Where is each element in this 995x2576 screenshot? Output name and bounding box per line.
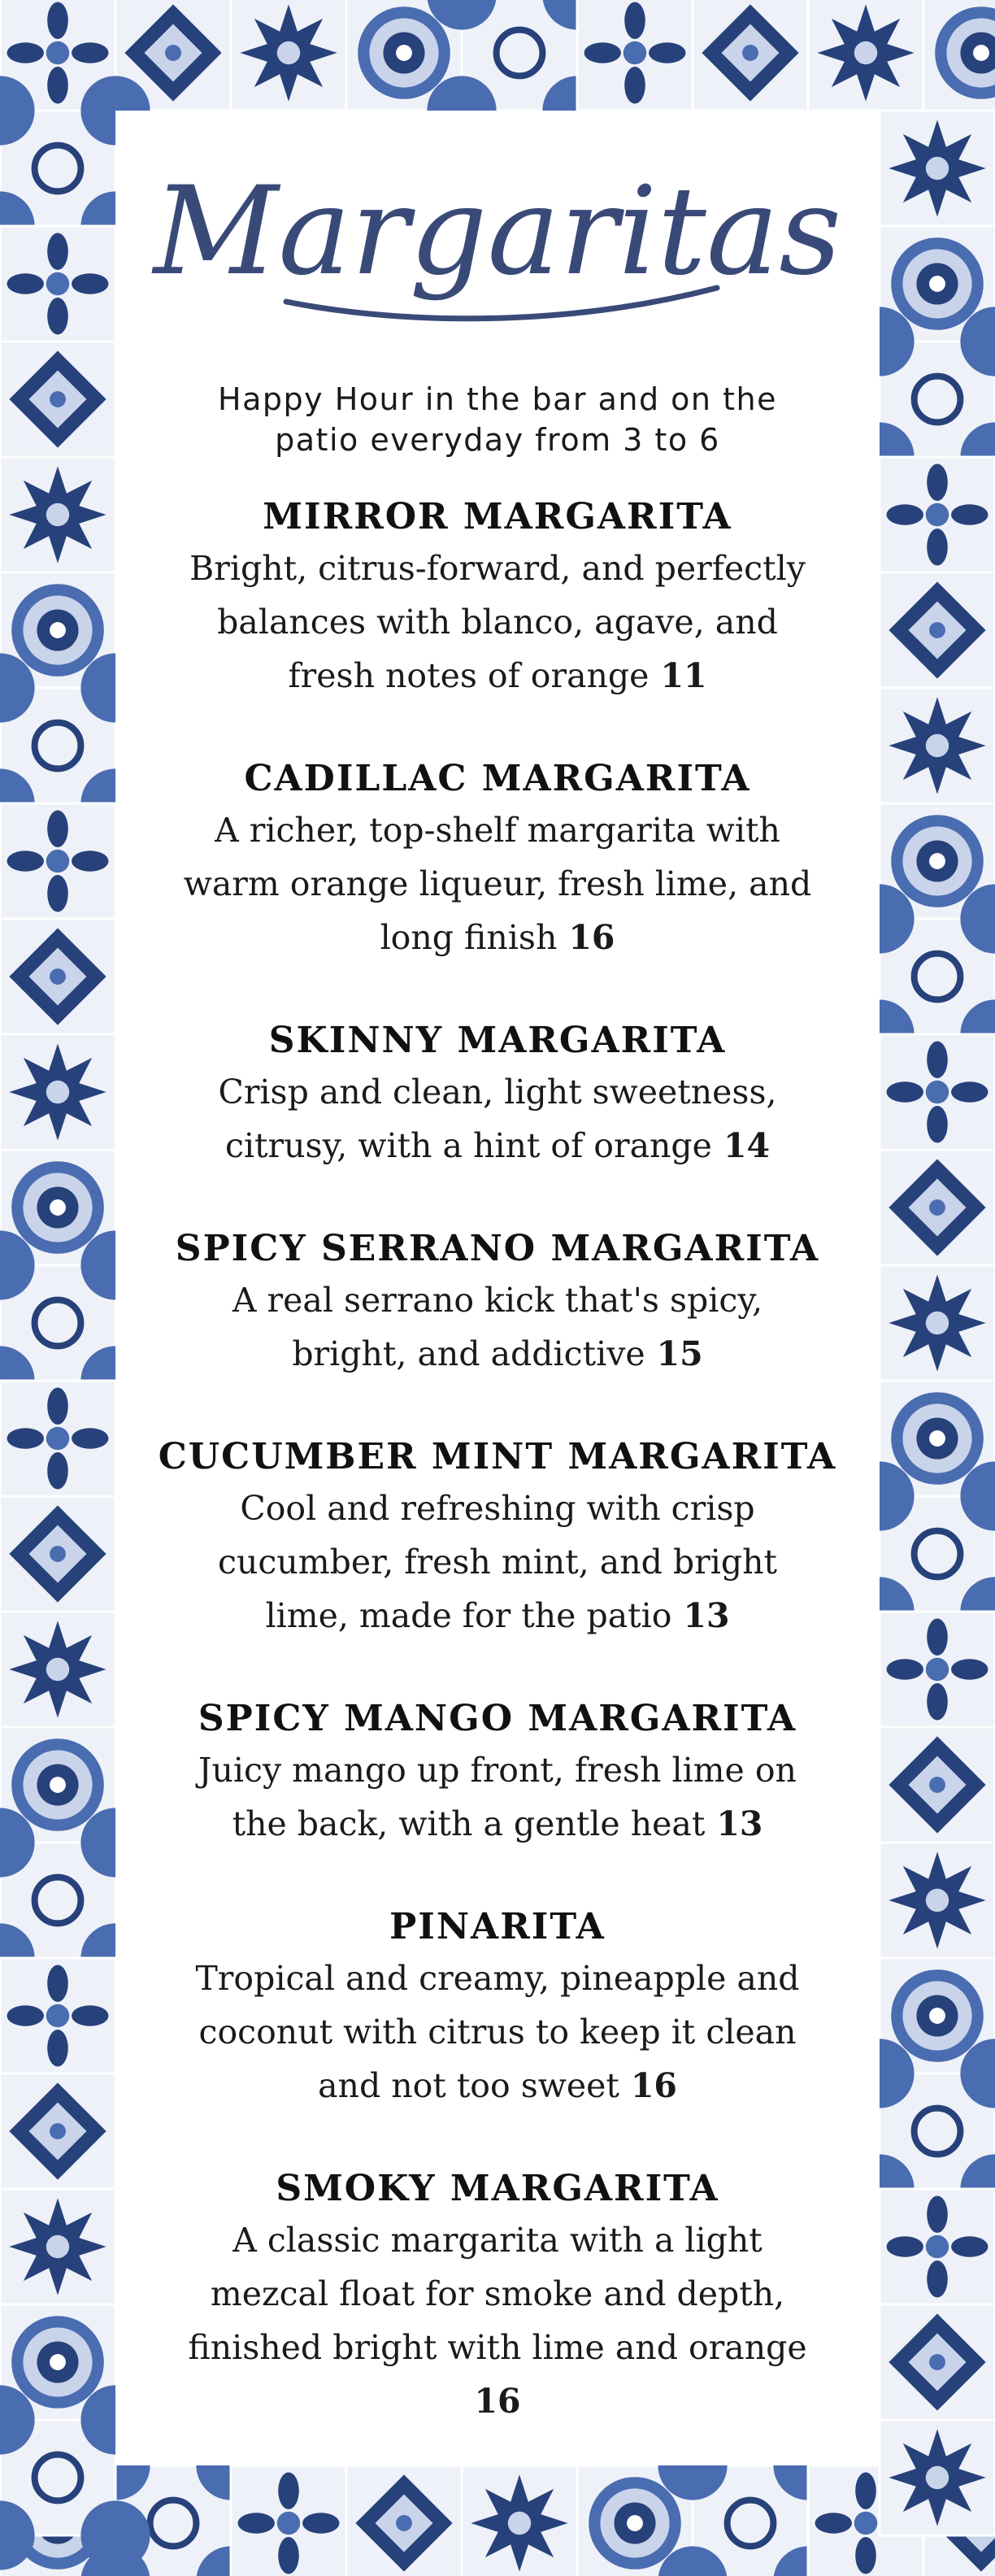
ceramic-tile [577, 0, 693, 111]
description-line [132, 1273, 863, 1327]
ceramic-tile [880, 572, 995, 688]
item-price: 14 [723, 1126, 770, 1165]
ceramic-tile [880, 2420, 995, 2535]
item-name: SPICY SERRANO MARGARITA [175, 1228, 820, 1269]
description-line [132, 2059, 863, 2113]
ceramic-tile [693, 0, 808, 111]
item-description [115, 1743, 880, 1851]
item-price: 13 [683, 1596, 730, 1635]
item-description [115, 542, 880, 703]
menu-item [115, 1016, 880, 1173]
item-name: CUCUMBER MINT MARGARITA [158, 1436, 837, 1477]
logo-title: Margaritas [153, 161, 842, 302]
description-line [132, 2321, 863, 2374]
description-text: A richer, top-shelf margarita with [215, 811, 780, 850]
description-text: A real serrano kick that's spicy, [232, 1281, 763, 1320]
item-price: 16 [474, 2382, 521, 2421]
ceramic-tile [0, 1958, 115, 2073]
description-line [132, 1952, 863, 2005]
ceramic-tile [0, 1381, 115, 1496]
item-description [115, 1952, 880, 2113]
description-text: Tropical and creamy, pineapple and [195, 1959, 800, 1998]
ceramic-tile [880, 1034, 995, 1150]
ceramic-tile [0, 1496, 115, 1612]
description-line [132, 595, 863, 649]
ceramic-tile [231, 0, 346, 111]
tagline-line-2: patio everyday from 3 to 6 [275, 422, 720, 458]
description-text: and not too sweet [318, 2066, 619, 2105]
menu-item [115, 2165, 880, 2428]
item-price: 13 [716, 1804, 763, 1843]
description-text: fresh notes of orange [288, 656, 650, 695]
description-line [132, 2374, 863, 2428]
ceramic-tile [0, 457, 115, 572]
description-text: citrusy, with a hint of orange [224, 1126, 712, 1165]
item-name: CADILLAC MARGARITA [244, 758, 751, 799]
ceramic-tile [880, 457, 995, 572]
description-text: warm orange liqueur, fresh lime, and [183, 864, 812, 903]
description-line [132, 2005, 863, 2059]
description-line [132, 857, 863, 911]
ceramic-tile [231, 2465, 346, 2576]
description-text: long finish [380, 918, 558, 957]
ceramic-tile [880, 1727, 995, 1843]
description-text: the back, with a gentle heat [232, 1804, 706, 1843]
description-line [132, 803, 863, 857]
ceramic-tile [346, 2465, 462, 2576]
ceramic-tile [880, 2304, 995, 2420]
description-line [132, 2267, 863, 2321]
description-line [132, 1797, 863, 1851]
description-text: Bright, citrus-forward, and perfectly [189, 549, 806, 588]
description-text: mezcal float for smoke and depth, [210, 2274, 785, 2313]
item-price: 16 [630, 2066, 677, 2105]
item-price: 16 [568, 918, 615, 957]
margaritas-logo [115, 151, 880, 322]
menu-item [115, 493, 880, 703]
description-text: finished bright with lime and orange [188, 2328, 807, 2367]
ceramic-tile [880, 2189, 995, 2304]
item-description [115, 2213, 880, 2428]
description-text: Cool and refreshing with crisp [240, 1489, 755, 1528]
description-line [132, 542, 863, 595]
description-line [132, 1743, 863, 1797]
ceramic-tile [880, 1265, 995, 1381]
menu-item [115, 1433, 880, 1643]
description-text: cucumber, fresh mint, and bright [218, 1543, 777, 1582]
ceramic-tile [462, 2465, 577, 2576]
description-line [132, 1589, 863, 1643]
item-name: MIRROR MARGARITA [263, 496, 732, 537]
item-description [115, 1065, 880, 1173]
ceramic-tile [880, 111, 995, 226]
description-line [132, 1327, 863, 1381]
menu-item [115, 1695, 880, 1851]
description-line [132, 1065, 863, 1119]
tagline-line-1: Happy Hour in the bar and on the [218, 381, 777, 417]
item-name: PINARITA [389, 1906, 606, 1947]
item-name: SMOKY MARGARITA [276, 2168, 719, 2209]
ceramic-tile [0, 1612, 115, 1727]
description-line [132, 649, 863, 703]
menu-item [115, 1225, 880, 1381]
ceramic-tile [0, 226, 115, 342]
description-line [132, 2213, 863, 2267]
ceramic-tile [0, 2073, 115, 2189]
description-line [132, 1119, 863, 1173]
description-text: bright, and addictive [292, 1334, 645, 1373]
description-line [132, 911, 863, 964]
ceramic-tile [0, 803, 115, 919]
ceramic-tile [0, 1034, 115, 1150]
item-description [115, 1482, 880, 1643]
item-description [115, 1273, 880, 1381]
ceramic-tile [0, 919, 115, 1034]
description-text: coconut with citrus to keep it clean [198, 2012, 797, 2052]
description-text: Juicy mango up front, fresh lime on [198, 1751, 797, 1790]
description-text: Crisp and clean, light sweetness, [218, 1073, 777, 1112]
happy-hour-tagline [115, 379, 880, 460]
description-text: A classic margarita with a light [232, 2221, 763, 2260]
item-name: SPICY MANGO MARGARITA [198, 1698, 797, 1739]
item-name: SKINNY MARGARITA [268, 1020, 727, 1061]
description-text: lime, made for the patio [265, 1596, 672, 1635]
description-line [132, 1482, 863, 1535]
ceramic-tile [0, 342, 115, 457]
ceramic-tile [923, 0, 995, 111]
menu-items [115, 493, 880, 2480]
ceramic-tile [880, 1150, 995, 1265]
ceramic-tile [880, 1843, 995, 1958]
menu-item [115, 755, 880, 964]
menu-item [115, 1903, 880, 2113]
ceramic-tile [880, 688, 995, 803]
ceramic-tile [880, 1612, 995, 1727]
ceramic-tile [0, 2189, 115, 2304]
menu-panel [115, 111, 880, 2465]
ceramic-tile [808, 0, 923, 111]
item-price: 11 [660, 656, 707, 695]
description-line [132, 1535, 863, 1589]
description-text: balances with blanco, agave, and [217, 603, 778, 642]
item-price: 15 [656, 1334, 703, 1373]
item-description [115, 803, 880, 964]
